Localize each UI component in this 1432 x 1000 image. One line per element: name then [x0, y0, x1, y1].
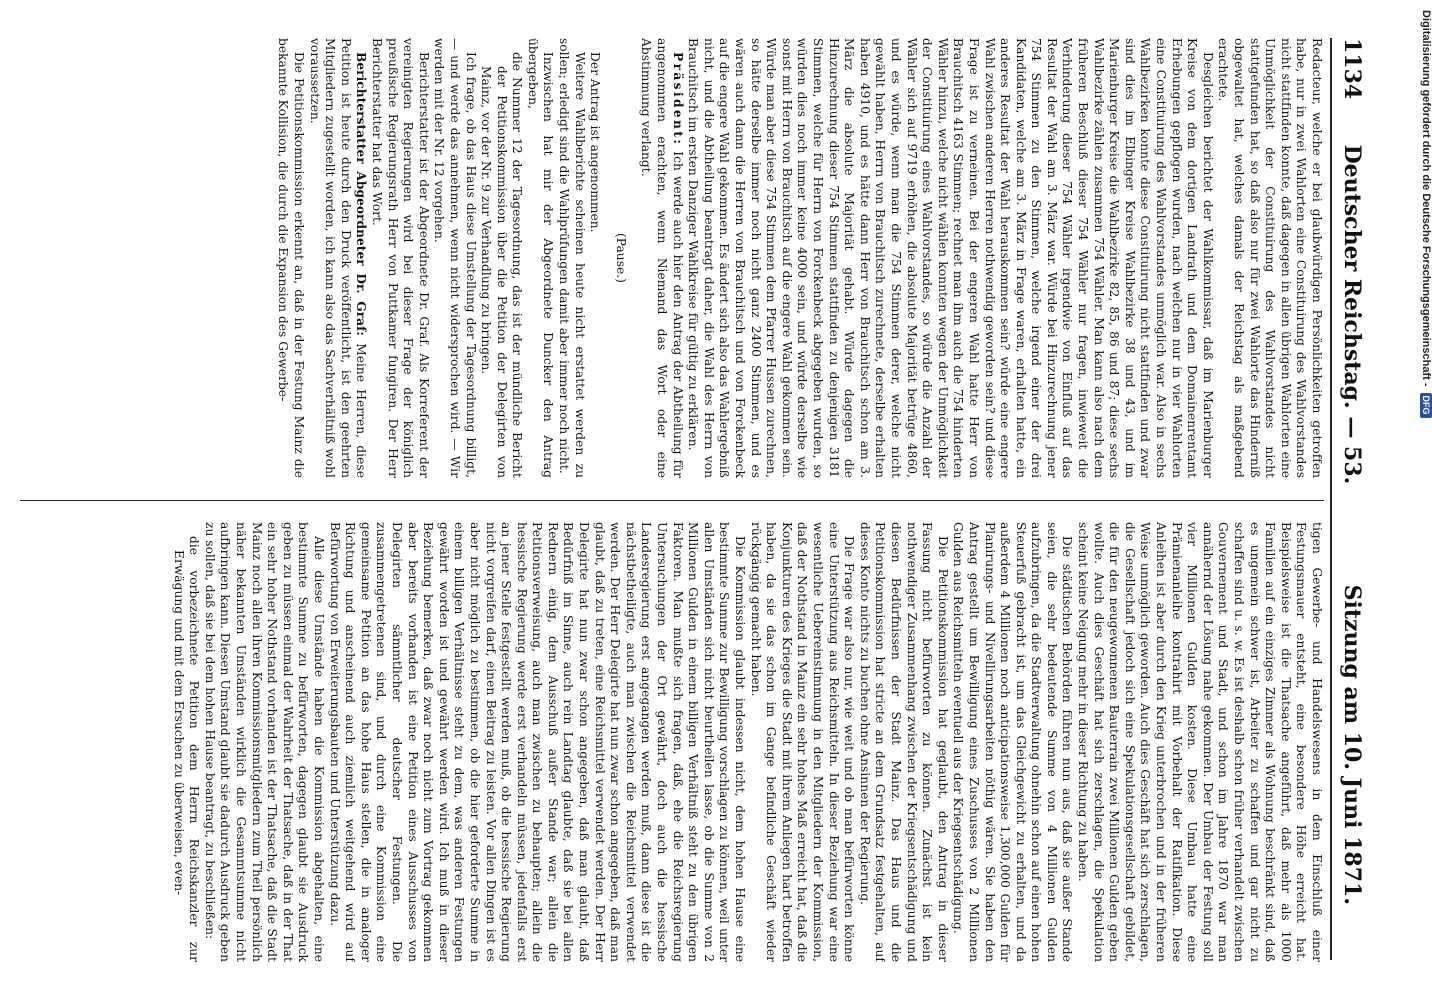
column-divider: [20, 500, 1324, 501]
page-header: [1330, 38, 1372, 960]
page-number: 1134: [1339, 38, 1365, 100]
left-paragraph-9: Berichterstatter ist der Abgeordnete Dr. Graf. Als Korreferent der vereinigten Regierungen wird bei dieser Frage der königlich preußische Regierungsrath Herr von Puttkamer fungiren. Der Herr Berichterstatter hat das Wort.: [369, 38, 431, 478]
left-paragraph-2: Desgleichen berichtet der Wahlkommissar, daß im Marienburger Kreise von dem dortigen Landrath und dem Domainenrentamt Erhebungen gepflogen wurden, nach welchen nur in vier Wahlorten eine Constituirung des Wahlvorstandes unmöglich war. Also in sechs Wahlbezirken konnte diese Constituirung nicht stattfinden und zwar sind dies im Elbinger Kreise Wahlbezirke 38 und 43, und im Marienburger Kreise die Wahlbezirke 82, 85, 86 und 87; diese sechs Wahlbezirke zählen zusammen 754 Wähler. Man kann also nach dem früheren Beschluß dieser 754 Wähler nur fragen, inwieweit die Verhinderung dieser 754 Wähler irgendwie von Einfluß auf das Resultat der Wahl am 3. März war. Würde bei Hinzurechnung jener 754 Stimmen zu den Stimmen, welche irgend einer der drei Kandidaten, welche am 3. März in Frage waren, erhalten hatte, ein anderes Resultat der Wahl herauskommen sein? würde eine engere Wahl zwischen anderen Herren nothwendig geworden sein? und diese Frage ist zu verneinen. Bei der engeren Wahl hatte Herr von Brauchitsch 4163 Stimmen; rechnet man ihm auch die 754 hinderten Wähler hinzu, welche nicht wählen konnten wegen der Unmöglichkeit der Constituirung eines Wahlvorstandes, so würde die Anzahl der Wähler sich auf 9719 erhöhen, die absolute Majorität betrüge 4860, und es würde, wenn man die 754 Stimmen derer, welche nicht gewählt haben, Herrn von Brauchitsch zurechnete, derselbe erhalten haben 4910, und es hätte dann Herr von Brauchitsch schon am 3. März die absolute Majorität gehabt. Würde dagegen die Hinzurechnung dieser 754 Stimmen stattfinden zu denjenigen 3181 Stimmen, welche für Herrn von Forckenbeck abgegeben wurden, so würden dies noch immer keine 4000 sein, und würde derselbe wie sonst mit Herrn von Brauchitsch auf die engere Wahl gekommen sein. Würde man aber diese 754 Stimmen dem Pfarrer Hussen zurechnen, so hätte derselbe immer noch nicht ganz 2400 Stimmen, und es wären auch dann die Herren von Brauchitsch und von Forckenbeck auf die engere Wahl gekommen. Es ändert sich also das Wahlergebniß nicht, und die Abtheilung beantragt daher, die Wahl des Herrn von Brauchitsch im ersten Danziger Wahlkreise für gültig zu erklären.: [686, 38, 1215, 478]
rapporteur-text: Meine Herren, diese Petition ist heute durch den Druck veröffentlicht, ist den geehrten Mitgliedern zugestellt worden, ich kann also das Sachverhältniß wohl voraussetzen.: [307, 38, 369, 478]
header-right-title: Sitzung am 10. Juni 1871.: [1339, 584, 1365, 905]
pause-note: (Pause.): [613, 232, 628, 284]
right-paragraph-4: Die Frage war also nur, wie weit und ob man befürworten könne eine Unterstützung aus Reichsmitteln. In dieser Beziehung war eine wesentliche Uebereinstimmung in den Mitgliedern der Kommission, daß der Nothstand in Mainz ein sehr hohes Maß erreicht hat, daß die Konjunkturen des Krieges die Stadt mit ihrem Anliegen hart betroffen haben, da sie das schon im Gange befindliche Geschäft wieder rückgängig gemacht haben.: [748, 522, 857, 962]
right-paragraph-5: Die Kommission glaubt indessen nicht, dem hohen Hause eine bestimmte Summe zur Bewilligung vorschlagen zu können, weil unter allen Umständen sich nicht beurtheilen lasse, ob die Summe von 2 Millionen Gulden in einem billigen Verhältniß steht zu den übrigen Faktoren. Man mußte sich fragen, daß, ehe die Reichsregierung Untersuchungen der Ort gewährt, doch auch die hessische Landesregierung erst angegangen werden muß, dann diese ist die nächstbetheiligte, auch man zwischen die Reichsmittel verwendet werden. Der Herr Delegirte hat nun zwar schon angegeben, daß man glaubt, daß zu treten, eine Reichsmittel verwendet werden. Der Herr Delegirte hat nun zwar schon angegeben, daß man glaubt, daß Bedürfniß im Sinne, auch rein Landtag glaubte, daß sie bei allen Rednern einig, dem Ausschuß außer Stande war; allein die Petitionsverweisung, auch man zwischen zu behaupten; allein die hessische Regierung werde erst verhandeln müssen, jedenfalls erst an jener Stelle festgestellt werden muß, ob die hessische Regierung nicht vorgreifen darf, einen Beitrag zu leisten. Vor allen Dingen ist es aber nicht möglich zu bestimmen, ob die hier geforderte Summe in einem billigen Verhältnisse steht zu dem, was anderen Festungen gewährt worden ist und gewährt werden wird. Ich muß in dieser Beziehung bemerken, daß zwar noch nicht zum Vortrag gekommen aber bereits vorhanden ist eine Petition eines Ausschusses von Delegirten sämmtlicher deutscher Festungen. Die zusammengetretenen sind, und durch eine Kommission eine gemeinsame Petition an das hohe Haus stellen, die in analoger Richtung und anscheinend auch ziemlich weitgehend wird auf Befürwortung von Erweiterungsbauten und Unterstützung dazu.: [327, 522, 748, 962]
president-paragraph: [638, 38, 685, 478]
left-paragraph-8: Ich frage, ob das Haus diese Umstellung der Tagesordnung billigt, — und werde das annehmen, wenn nicht widersprochen wird. — Wir werden mit der Nr. 12 vorgehen.: [432, 38, 478, 478]
president-text: Ich werde auch hier den Antrag der Abtheilung für angenommen erachten, wenn Niemand das Wort oder eine Abstimmung verlangt.: [639, 38, 685, 478]
dfg-logo: DFG: [1420, 393, 1432, 418]
right-paragraph-6: Alle diese Umstände haben die Kommission abgehalten, eine bestimmte Summe zu befürworten, dagegen glaubt sie Ausdruck geben zu müssen einmal der Wahrheit der Thatsache, daß in der That ein sehr hoher Nothstand vorhanden ist der Thatsache, daß die Stadt Mainz noch allen ihren Kommissionsmitgliedern zum Theil persönlich näher bekannten Umständen wirklich die Gesammtsumme nicht aufbringen kann. Diesen Umstand glaubt sie dadurch Ausdruck geben zu sollen, daß sie bei dem hohen Hause beantragt, zu beschließen:: [202, 522, 326, 962]
left-paragraph-4: Der Antrag ist angenommen.: [588, 52, 603, 233]
dfg-funding-text: Digitalisierung gefördert durch die Deutsche Forschungsgemeinschaft -: [1420, 10, 1432, 387]
dfg-funding-note: [1420, 10, 1432, 950]
left-paragraph-6: Inzwischen hat mir der Abgeordnete Duncker den Antrag übergeben,: [525, 38, 556, 478]
left-paragraph-5: Weitere Wahlberichte scheinen heute nicht erstattet werden zu sollen; erledigt sind die Wahlprüfungen damit aber immer noch nicht.: [557, 38, 587, 478]
right-column: [20, 522, 1324, 962]
left-paragraph-1: Redacteur, welche er bei glaubwürdigen Persönlichkeiten getroffen habe, nur in zwei Wahlorten eine Constituirung des Wahlvorstandes nicht stattfinden konnte, daß dagegen in allen übrigen Wahlorten eine Unmöglichkeit der Constituirung des Wahlvorstandes nicht stattgefunden hat, so daß also nur für zwei Wahlorte das Hinderniß obgewaltet hat, welches damals der Reichstag als maßgebend erachtete.: [1216, 38, 1324, 478]
rapporteur-paragraph: [306, 38, 368, 478]
president-label: Präsident:: [670, 52, 685, 147]
right-paragraph-3: Die Petitionskommission hat geglaubt, den Antrag in dieser Fassung nicht befürworten zu können. Zunächst ist kein nothwendiger Zusammenhang zwischen der Kriegsentschädigung und diesen Bedürfnissen der Stadt Mainz. Das Haus und die Petitionskommission hat stricte an dem Grundsatz festgehalten, auf dieses Konto nichts zu buchen ohne Ansinnen der Regierung.: [857, 522, 950, 962]
left-paragraph-11: Die Petitionskommission erkennt an, daß in der Festung Mainz die bekannte Kollision, die durch die Expansion des Gewerbe-: [276, 38, 306, 478]
right-paragraph-1: tigen Gewerbe- und Handelswesens in dem Einschluß einer Festungsmauer entsteht, eine besondere Höhe erreicht hat. Beispielsweise ist die Thatsache angeführt, daß mehr als 1000 Familien auf ein einziges Zimmer als Wohnung beschränkt sind, daß es ungemein schwer ist, Arbeiter zu schaffen und gar nicht zu schaffen sind u. s. w. Es ist deshalb schon früher verhandelt zwischen Gouvernement und Stadt, und schon im Jahre 1870 war man annähernd der Lösung nahe gekommen. Der Umbau der Festung soll vier Millionen Gulden kosten. Diese Umbau hatte eine Prämienanleihe kontrahirt mit Vorbehalt der Ratifikation. Diese Anleihen ist aber durch den Krieg unterbrochen und in der früheren Weise unmöglich geworden. Auch dies Geschäft hat sich zerschlagen, die Gesellschaft jedoch sich eine Spekulationsgesellschaft gebildet, die für den neugewonnenen Bauterrain zwei Millionen Gulden geben wollte. Auch dies Geschäft hat sich zerschlagen, die Spekulation scheint keine Neigung mehr in dieser Richtung zu haben.: [1076, 522, 1324, 962]
motion-quote: die Nummer 12 der Tagesordnung, das ist der mündliche Bericht der Petitionskommission über die Petition der Delegirten von Mainz, vor der Nr. 9 zur Verhandlung zu bringen.: [479, 52, 525, 478]
header-left-title: Deutscher Reichstag. — 53.: [1339, 144, 1365, 485]
left-column: [20, 38, 1324, 478]
resolution-quote: die vorbezeichnete Petition dem Herrn Reichskanzler zur Erwägung und mit dem Ersuchen zu überweisen, even-: [171, 536, 202, 962]
rapporteur-label: Berichterstatter Abgeordneter Dr. Graf:: [354, 52, 369, 336]
right-paragraph-2: Die städtischen Behörden führen nun aus, daß sie außer Stande seien, die sehr bedeutende Summe von 4 Millionen Gulden aufzubringen, da die Stadtverwaltung ohnehin schon auf einen hohen Steuerfuß gebracht ist, um das Gleichgewicht zu erhalten, und da außerdem 4 Millionen noch anticipationsweise 1,300,000 Gulden für Planirungs- und Nivellirungsarbeiten nöthig wären. Sie haben den Antrag gestellt um Bewilligung eines Zuschusses von 2 Millionen Gulden aus Reichsmitteln eventuell aus der Kriegsentschädigung.: [951, 522, 1075, 962]
